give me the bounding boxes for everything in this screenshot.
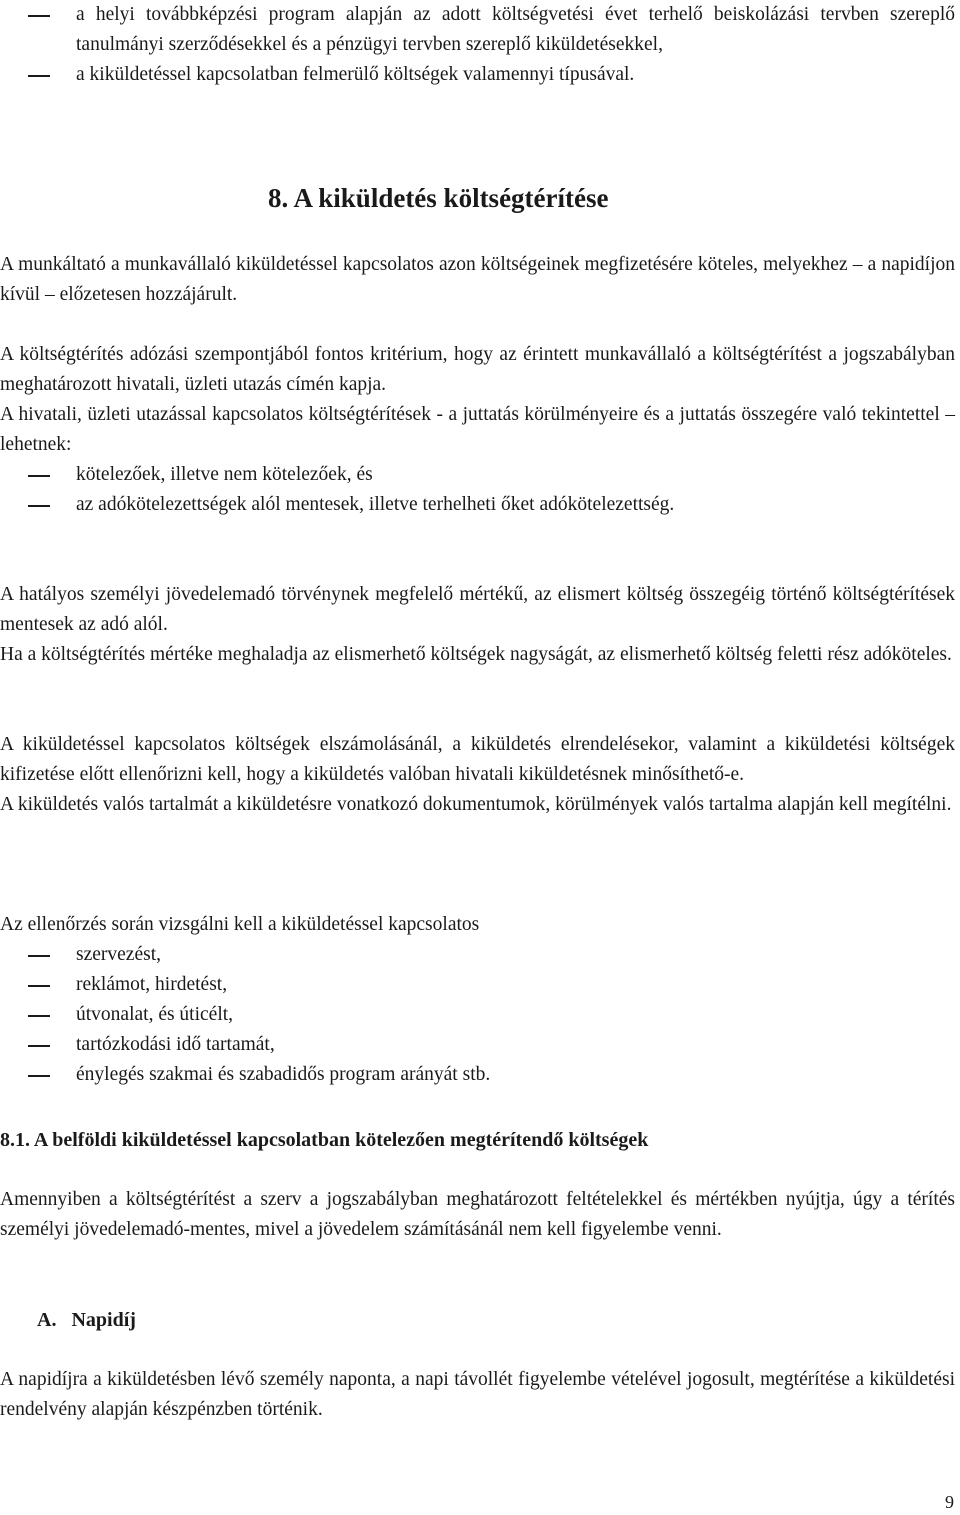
paragraph: A hatályos személyi jövedelemadó törvénynek megfelelő mértékű, az elismert költség összegéig történő költségtérítések mentesek az adó alól. — [0, 584, 955, 635]
intro-list — [0, 0, 955, 90]
subsection-heading: 8.1. A belföldi kiküldetéssel kapcsolatban kötelezően megtérítendő költségek — [0, 1129, 649, 1151]
list-item: útvonalat, és úticélt, — [0, 1000, 955, 1030]
paragraph: A kiküldetéssel kapcsolatos költségek elszámolásánál, a kiküldetés elrendelésekor, valamint a kiküldetési költségek kifizetése előtt ellenőrizni kell, hogy a kiküldetés valóban hivatali kiküldetésnek minősíthető-e. — [0, 734, 955, 785]
paragraph: A napidíjra a kiküldetésben lévő személy naponta, a napi távollét figyelembe vételével jogosult, megtérítése a kiküldetési rendelvény alapján készpénzben történik. — [0, 1369, 955, 1420]
paragraph: A hivatali, üzleti utazással kapcsolatos költségtérítések - a juttatás körülményeire és a juttatás összegére való tekintettel – lehetnek: — [0, 404, 955, 455]
paragraph: A kiküldetés valós tartalmát a kiküldetésre vonatkozó dokumentumok, körülmények valós tartalma alapján kell megítélni. — [0, 794, 952, 815]
paragraph: Ha a költségtérítés mértéke meghaladja az elismerhető költségek nagyságát, az elismerhető költség feletti rész adóköteles. — [0, 644, 952, 665]
list-item: szervezést, — [0, 940, 955, 970]
paragraph: A költségtérítés adózási szempontjából fontos kritérium, hogy az érintett munkavállaló a költségtérítést a jogszabályban meghatározott hivatali, üzleti utazás címén kapja. — [0, 344, 955, 395]
list-item: a helyi továbbképzési program alapján az adott költségvetési évet terhelő beiskolázási tervben szereplő tanulmányi szerződésekkel és a pénzügyi tervben szereplő kiküldetésekkel, — [0, 0, 955, 60]
list-item: a kiküldetéssel kapcsolatban felmerülő költségek valamennyi típusával. — [0, 60, 955, 90]
list-item: tartózkodási idő tartamát, — [0, 1030, 955, 1060]
page-number: 9 — [945, 1492, 954, 1512]
paragraph: Az ellenőrzés során vizsgálni kell a kiküldetéssel kapcsolatos — [0, 914, 480, 935]
section-heading: 8. A kiküldetés költségtérítése — [268, 183, 609, 213]
list-item: az adókötelezettségek alól mentesek, illetve terhelheti őket adókötelezettség. — [0, 490, 955, 520]
paragraph: Amennyiben a költségtérítést a szerv a jogszabályban meghatározott feltételekkel és mértékben nyújtja, úgy a térítés személyi jövedelemadó-mentes, mivel a jövedelem számításánál nem kell figyelembe venni. — [0, 1189, 955, 1240]
list-item: énylegés szakmai és szabadidős program arányát stb. — [0, 1060, 955, 1090]
paragraph: A munkáltató a munkavállaló kiküldetéssel kapcsolatos azon költségeinek megfizetésére köteles, melyekhez – a napidíjon kívül – előzetesen hozzájárult. — [0, 254, 955, 305]
list-item: reklámot, hirdetést, — [0, 970, 955, 1000]
list-item: kötelezőek, illetve nem kötelezőek, és — [0, 460, 955, 490]
subsection-heading: A. Napidíj — [37, 1309, 136, 1331]
